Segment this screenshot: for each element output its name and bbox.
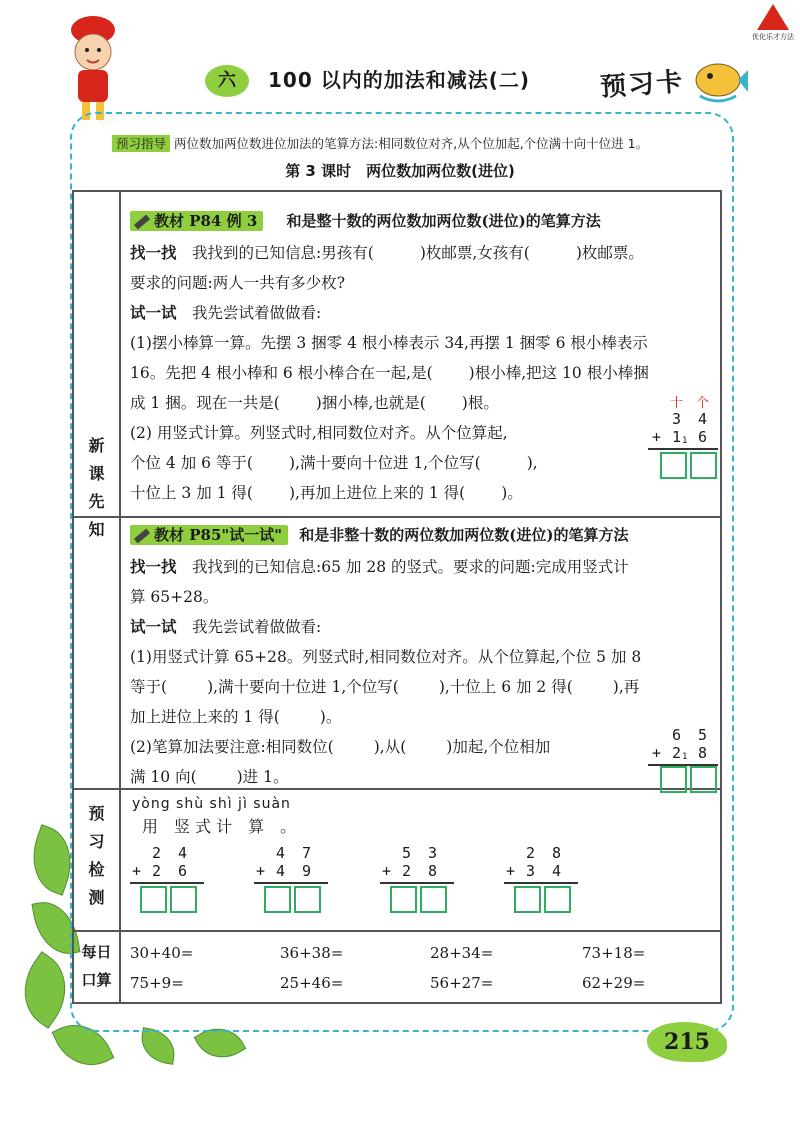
text: (2)笔算加法要注意:相同数位( bbox=[130, 738, 334, 756]
answer-box[interactable] bbox=[140, 886, 167, 913]
text: 成 1 捆。现在一共是( bbox=[130, 394, 280, 412]
sum-line bbox=[254, 882, 328, 884]
text: ),满十要向十位进 1,个位写( bbox=[207, 678, 399, 696]
guide-tag: 预习指导 bbox=[112, 135, 170, 152]
row-divider bbox=[74, 930, 720, 932]
side-char: 知 bbox=[88, 520, 105, 539]
plus-sign: + bbox=[652, 428, 662, 446]
text: ), bbox=[526, 454, 538, 472]
oral-item: 56+27= bbox=[430, 974, 494, 992]
section1-try bbox=[130, 298, 321, 328]
section2-find bbox=[130, 552, 629, 582]
find-text: )枚邮票。 bbox=[575, 244, 644, 262]
text: )。 bbox=[501, 484, 523, 502]
answer-box[interactable] bbox=[294, 886, 321, 913]
answer-box[interactable] bbox=[514, 886, 541, 913]
sum-line bbox=[648, 448, 718, 450]
digit: 3 bbox=[526, 862, 536, 880]
section2-p4 bbox=[130, 732, 550, 762]
unit-title: 100 以内的加法和减法(二) bbox=[268, 68, 530, 92]
try-label: 试一试 bbox=[130, 303, 177, 322]
page-number: 215 bbox=[647, 1022, 727, 1062]
vertical-calc-65-28 bbox=[644, 726, 720, 794]
answer-box[interactable] bbox=[420, 886, 447, 913]
text: ),十位上 6 加 2 得( bbox=[438, 678, 573, 696]
digit: 4 bbox=[276, 844, 286, 862]
digit: 2 bbox=[152, 844, 162, 862]
logo-icon bbox=[757, 4, 789, 30]
text: ),再 bbox=[612, 678, 640, 696]
section1-p5 bbox=[130, 448, 538, 478]
addend-row bbox=[644, 428, 720, 446]
fish-mascot-icon bbox=[690, 52, 748, 106]
check-problem-4 bbox=[504, 844, 584, 922]
section1-p2 bbox=[130, 358, 649, 388]
text: )根。 bbox=[461, 394, 499, 412]
section1-source-tag bbox=[130, 211, 263, 231]
plus-sign: + bbox=[506, 862, 516, 880]
answer-box[interactable] bbox=[264, 886, 291, 913]
digit: 4 bbox=[178, 844, 188, 862]
place-row bbox=[644, 392, 720, 410]
text: 加上进位上来的 1 得( bbox=[130, 708, 280, 726]
digit: 6 bbox=[178, 862, 188, 880]
row-divider bbox=[74, 516, 720, 518]
addend-row bbox=[254, 844, 334, 862]
side-char: 每日 bbox=[81, 943, 112, 961]
text: )捆小棒,也就是( bbox=[315, 394, 426, 412]
addend-row bbox=[254, 862, 334, 880]
section1-header bbox=[130, 208, 601, 234]
digit: 8 bbox=[698, 744, 708, 762]
guide-text: 两位数加两位数进位加法的笔算方法:相同数位对齐,从个位加起,个位满十向十位进 1。 bbox=[174, 136, 649, 151]
plus-sign: + bbox=[652, 744, 662, 762]
section2-source: 教材 P85"试一试" bbox=[154, 526, 283, 544]
section2-p3 bbox=[130, 702, 341, 732]
digit: 7 bbox=[302, 844, 312, 862]
card-title: 预习卡 bbox=[599, 67, 686, 103]
digit: 4 bbox=[552, 862, 562, 880]
instruction-pinyin: yòng shù shì jì suàn bbox=[132, 796, 291, 812]
section1-topic: 和是整十数的两位数加两位数(进位)的笔算方法 bbox=[286, 212, 601, 230]
oral-item: 28+34= bbox=[430, 944, 494, 962]
digit: 2 bbox=[152, 862, 162, 880]
digit: 8 bbox=[428, 862, 438, 880]
try-label: 试一试 bbox=[130, 617, 177, 636]
text: ),从( bbox=[373, 738, 407, 756]
addend-row bbox=[130, 862, 210, 880]
text: )加起,个位相加 bbox=[446, 738, 551, 756]
plus-sign: + bbox=[382, 862, 392, 880]
pencil-icon bbox=[134, 529, 150, 544]
addend-row bbox=[130, 844, 210, 862]
worksheet-table bbox=[72, 190, 722, 1004]
section1-p6 bbox=[130, 478, 523, 508]
digit: 2 bbox=[402, 862, 412, 880]
answer-box[interactable] bbox=[390, 886, 417, 913]
sum-line bbox=[380, 882, 454, 884]
text: 个位 4 加 6 等于( bbox=[130, 454, 253, 472]
side-label-new-knowledge bbox=[74, 432, 119, 544]
find-label: 找一找 bbox=[130, 243, 177, 262]
digit: 3 bbox=[428, 844, 438, 862]
section2-header bbox=[130, 522, 628, 548]
addend-row bbox=[380, 844, 460, 862]
side-label-daily-oral bbox=[74, 938, 119, 994]
publisher-text: 优化乐才方法 bbox=[752, 33, 794, 41]
find-text: 我找到的已知信息:65 加 28 的竖式。要求的问题:完成用竖式计 bbox=[192, 558, 629, 576]
side-char: 新 bbox=[88, 436, 105, 455]
text: 等于( bbox=[130, 678, 168, 696]
find-label: 找一找 bbox=[130, 557, 177, 576]
section2-source-tag bbox=[130, 525, 288, 545]
column-divider bbox=[119, 192, 121, 1002]
digit: 9 bbox=[302, 862, 312, 880]
pencil-icon bbox=[134, 215, 150, 230]
digit: 2 bbox=[526, 844, 536, 862]
sum-line bbox=[130, 882, 204, 884]
section2-try bbox=[130, 612, 321, 642]
section1-question: 要求的问题:两人一共有多少枚? bbox=[130, 274, 346, 292]
digit: 5 bbox=[402, 844, 412, 862]
oral-item: 30+40= bbox=[130, 944, 194, 962]
digit: 5 bbox=[698, 726, 708, 744]
digit: 6 bbox=[698, 428, 708, 446]
carry-mark: 1 bbox=[682, 436, 688, 446]
plus-sign: + bbox=[256, 862, 266, 880]
side-label-preview-check bbox=[74, 800, 119, 912]
carry-mark: 1 bbox=[682, 752, 688, 762]
leaf-decoration bbox=[137, 1027, 178, 1065]
section1-p1: (1)摆小棒算一算。先摆 3 捆零 4 根小棒表示 34,再摆 1 捆零 6 根小棒表示 bbox=[130, 334, 648, 352]
vertical-calc-34-16 bbox=[644, 392, 720, 484]
text: 满 10 向( bbox=[130, 768, 197, 786]
text: )进 1。 bbox=[236, 768, 289, 786]
section2-p1: (1)用竖式计算 65+28。列竖式时,相同数位对齐。从个位算起,个位 5 加 8 bbox=[130, 648, 642, 666]
side-char: 先 bbox=[88, 492, 105, 511]
side-char: 口算 bbox=[81, 971, 112, 989]
publisher-logo bbox=[748, 4, 798, 42]
addend-row bbox=[504, 844, 584, 862]
try-text: 我先尝试着做做看: bbox=[192, 304, 322, 322]
section2-topic: 和是非整十数的两位数加两位数(进位)的笔算方法 bbox=[299, 526, 629, 544]
ones-place-label: 个 bbox=[696, 396, 710, 411]
addend-row bbox=[380, 862, 460, 880]
answer-box[interactable] bbox=[660, 766, 687, 793]
answer-box[interactable] bbox=[544, 886, 571, 913]
find-text: 我找到的已知信息:男孩有( bbox=[192, 244, 374, 262]
check-problem-1 bbox=[130, 844, 210, 922]
side-char: 检 bbox=[88, 860, 105, 879]
addend-row bbox=[644, 410, 720, 428]
digit: 2 bbox=[672, 744, 682, 762]
addend-row bbox=[644, 744, 720, 762]
addend-row bbox=[504, 862, 584, 880]
side-char: 习 bbox=[88, 832, 105, 851]
text: 十位上 3 加 1 得( bbox=[130, 484, 253, 502]
text: )。 bbox=[319, 708, 342, 726]
section1-source: 教材 P84 例 3 bbox=[154, 212, 258, 230]
side-char: 测 bbox=[88, 888, 105, 907]
addend-row bbox=[644, 726, 720, 744]
sum-line bbox=[504, 882, 578, 884]
digit: 1 bbox=[672, 428, 682, 446]
digit: 4 bbox=[698, 410, 708, 428]
plus-sign: + bbox=[132, 862, 142, 880]
text: ),满十要向十位进 1,个位写( bbox=[288, 454, 481, 472]
section1-p3 bbox=[130, 388, 499, 418]
mascot-icon bbox=[62, 8, 124, 126]
answer-box[interactable] bbox=[690, 452, 717, 479]
section2-find-cont: 算 65+28。 bbox=[130, 588, 219, 606]
section1-p4: (2) 用竖式计算。列竖式时,相同数位对齐。从个位算起, bbox=[130, 424, 508, 442]
try-text: 我先尝试着做做看: bbox=[192, 618, 322, 636]
digit: 3 bbox=[672, 410, 682, 428]
text: )根小棒,把这 10 根小棒捆 bbox=[468, 364, 649, 382]
instruction-text: 用 竖 式 计 算 。 bbox=[142, 817, 297, 836]
oral-item: 75+9= bbox=[130, 974, 184, 992]
digit: 4 bbox=[276, 862, 286, 880]
section2-p5 bbox=[130, 762, 288, 792]
digit: 8 bbox=[552, 844, 562, 862]
section1-find bbox=[130, 238, 644, 268]
unit-number-badge: 六 bbox=[205, 65, 249, 97]
oral-item: 62+29= bbox=[582, 974, 646, 992]
text: 16。先把 4 根小棒和 6 根小棒合在一起,是( bbox=[130, 364, 433, 382]
check-problem-3 bbox=[380, 844, 460, 922]
digit: 6 bbox=[672, 726, 682, 744]
oral-item: 73+18= bbox=[582, 944, 646, 962]
tens-place-label: 十 bbox=[670, 396, 684, 411]
find-text: )枚邮票,女孩有( bbox=[419, 244, 530, 262]
section2-p2 bbox=[130, 672, 639, 702]
check-problem-2 bbox=[254, 844, 334, 922]
oral-item: 36+38= bbox=[280, 944, 344, 962]
text: ),再加上进位上来的 1 得( bbox=[288, 484, 466, 502]
lesson-title: 第 3 课时 两位数加两位数(进位) bbox=[285, 162, 515, 180]
side-char: 预 bbox=[88, 804, 105, 823]
answer-box[interactable] bbox=[170, 886, 197, 913]
answer-box[interactable] bbox=[660, 452, 687, 479]
oral-item: 25+46= bbox=[280, 974, 344, 992]
preview-guide bbox=[112, 134, 724, 154]
answer-box[interactable] bbox=[690, 766, 717, 793]
side-char: 课 bbox=[88, 464, 105, 483]
